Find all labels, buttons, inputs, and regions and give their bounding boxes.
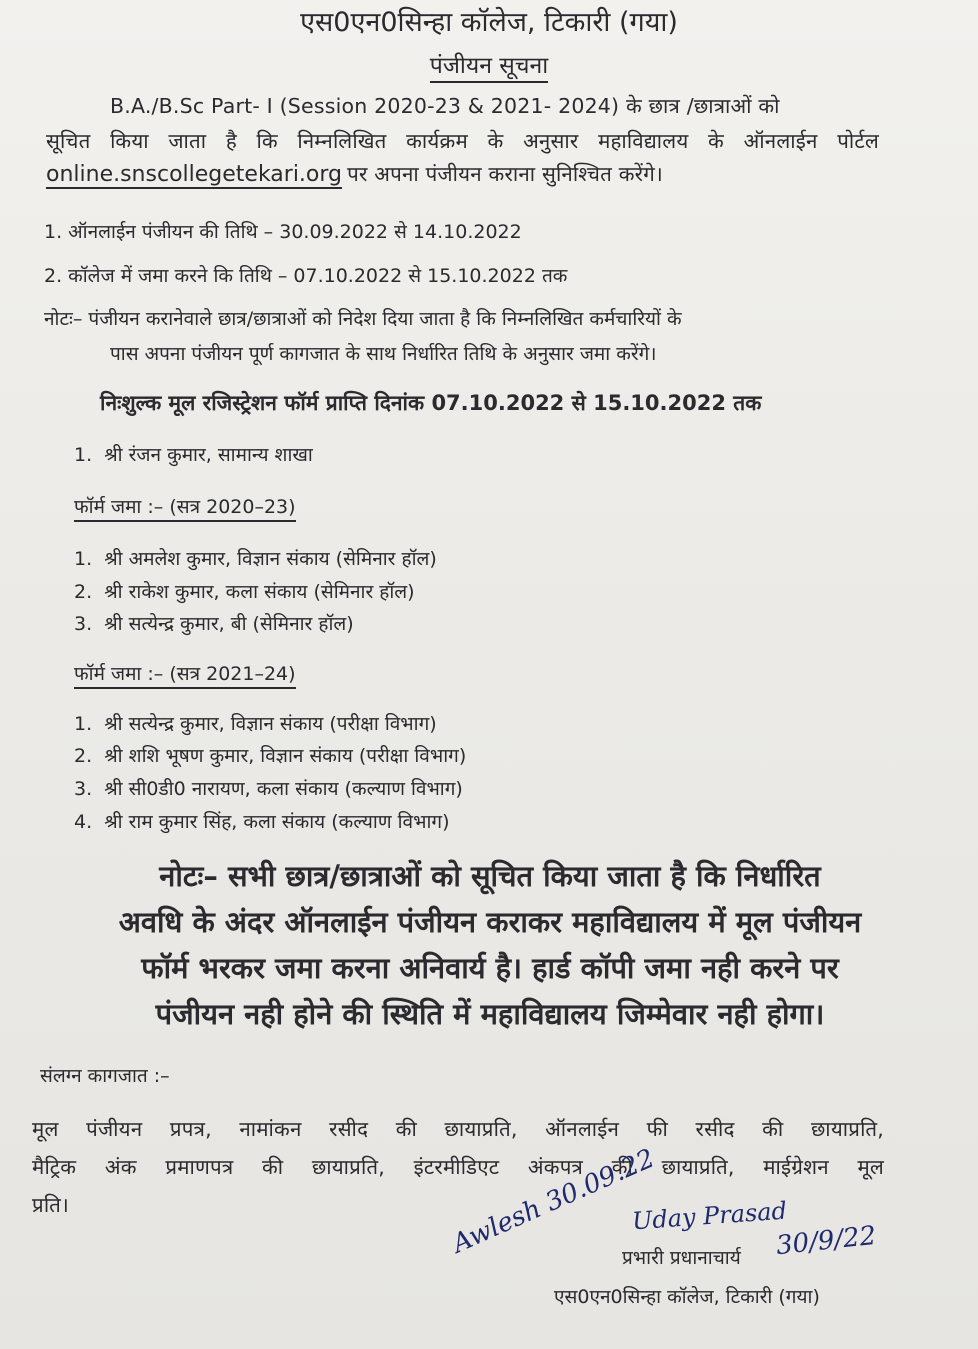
list-text: श्री सी0डी0 नारायण, कला संकाय (कल्याण विभाग) [104, 778, 463, 800]
list-item [74, 545, 437, 571]
list-text: श्री रंजन कुमार, सामान्य शाखा [104, 444, 313, 466]
list-number: 1. [74, 713, 93, 735]
portal-url [46, 162, 342, 189]
session-2020-23-heading-text: फॉर्म जमा :– (सत्र 2020–23) [74, 496, 296, 522]
session-2021-24-heading [74, 660, 296, 686]
list-number: 2. [74, 581, 93, 603]
session-2021-24-heading-text: फॉर्म जमा :– (सत्र 2021–24) [74, 663, 296, 689]
schedule-online-registration: 1. ऑनलाईन पंजीयन की तिथि – 30.09.2022 से 14.10.2022 [44, 221, 522, 243]
list-item [74, 578, 415, 604]
attachments-line-2: मैट्रिक अंक प्रमाणपत्र की छायाप्रति, इंटरमीडिएट अंकपत्र की छायाप्रति, माईग्रेशन मूल [32, 1155, 884, 1179]
attachments-line-3: प्रति। [32, 1193, 70, 1217]
important-note-line: पंजीयन नही होने की स्थिति में महाविद्यालय जिम्मेवार नही होगा। [155, 997, 825, 1031]
list-item [74, 742, 466, 768]
important-note-line: अवधि के अंदर ऑनलाईन पंजीयन कराकर महाविद्यालय में मूल पंजीयन [118, 905, 862, 939]
intro-line-2: सूचित किया जाता है कि निम्नलिखित कार्यक्रम के अनुसार महाविद्यालय के ऑनलाईन पोर्टल [46, 129, 879, 153]
list-text: श्री राकेश कुमार, कला संकाय (सेमिनार हॉल) [104, 581, 415, 603]
list-text: श्री सत्येन्द्र कुमार, विज्ञान संकाय (परीक्षा विभाग) [104, 713, 437, 735]
important-note [40, 853, 940, 1037]
college-footer: एस0एन0सिन्हा कॉलेज, टिकारी (गया) [554, 1286, 820, 1308]
list-item [74, 710, 437, 736]
staff-list-item [74, 441, 313, 467]
schedule-college-submission: 2. कॉलेज में जमा करने कि तिथि – 07.10.2022 से 15.10.2022 तक [44, 265, 568, 287]
designation: प्रभारी प्रधानाचार्य [622, 1247, 741, 1269]
list-item [74, 610, 354, 636]
handwritten-signature-principal: Uday Prasad [631, 1196, 788, 1236]
notice-title [0, 48, 978, 80]
list-number: 1. [74, 548, 93, 570]
important-note-line: नोटः– सभी छात्र/छात्राओं को सूचित किया जाता है कि निर्धारित [159, 859, 821, 893]
list-text: श्री अमलेश कुमार, विज्ञान संकाय (सेमिनार हॉल) [104, 548, 437, 570]
attachments-heading: संलग्न कागजात :– [40, 1065, 170, 1087]
note-1-line-1: नोटः– पंजीयन करानेवाले छात्र/छात्राओं को निदेश दिया जाता है कि निम्नलिखित कर्मचारियों के [44, 308, 682, 330]
portal-url-text: online.snscollegetekari.org [46, 162, 343, 187]
intro-line-1: B.A./B.Sc Part- I (Session 2020-23 & 2021- 2024) के छात्र /छात्राओं को [110, 94, 780, 118]
college-name-heading: एस0एन0सिन्हा कॉलेज, टिकारी (गया) [300, 7, 678, 38]
list-text: श्री शशि भूषण कुमार, विज्ञान संकाय (परीक्षा विभाग) [104, 745, 467, 767]
list-number: 3. [74, 613, 93, 635]
notice-title-text: पंजीयन सूचना [430, 53, 548, 83]
attachments-line-1: मूल पंजीयन प्रपत्र, नामांकन रसीद की छायाप्रति, ऑनलाईन फी रसीद की छायाप्रति, [32, 1117, 884, 1141]
important-note-line: फॉर्म भरकर जमा करना अनिवार्य है। हार्ड कॉपी जमा नही करने पर [141, 951, 839, 985]
session-2020-23-heading [74, 493, 296, 519]
note-1-line-2: पास अपना पंजीयन पूर्ण कागजात के साथ निर्धारित तिथि के अनुसार जमा करेंगे। [110, 343, 657, 365]
list-item [74, 775, 463, 801]
intro-line-3 [46, 160, 663, 188]
list-number: 3. [74, 778, 93, 800]
list-text: श्री राम कुमार सिंह, कला संकाय (कल्याण विभाग) [104, 811, 450, 833]
free-form-distribution-line: निःशुल्क मूल रजिस्ट्रेशन फॉर्म प्राप्ति दिनांक 07.10.2022 से 15.10.2022 तक [100, 391, 762, 415]
list-number: 2. [74, 745, 93, 767]
list-text: श्री सत्येन्द्र कुमार, बी (सेमिनार हॉल) [104, 613, 354, 635]
handwritten-date: 30/9/22 [774, 1220, 878, 1262]
handwritten-signature-left: Awlesh 30.09.22 [448, 1143, 660, 1260]
intro-line-3-rest: पर अपना पंजीयन कराना सुनिश्चित करेंगे। [347, 162, 663, 186]
list-item [74, 808, 450, 834]
list-number: 4. [74, 811, 93, 833]
list-number: 1. [74, 444, 93, 466]
